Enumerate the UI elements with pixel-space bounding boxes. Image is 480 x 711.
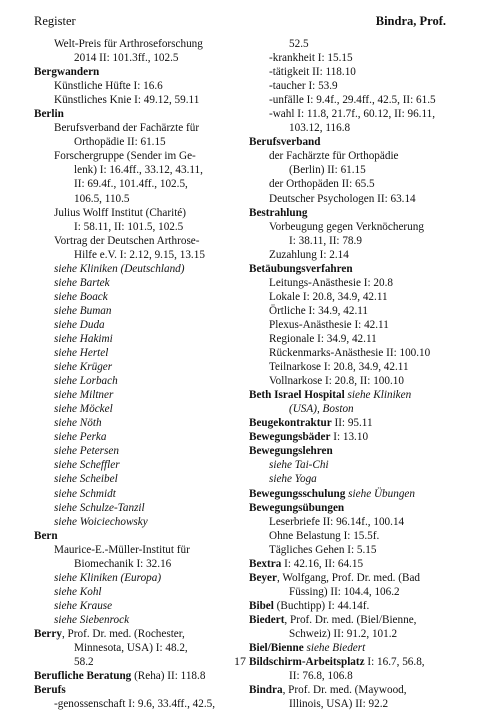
index-entry [34,304,234,318]
index-entry-text: der Fachärzte für Orthopädie [269,150,399,163]
index-entry-heading [249,557,449,571]
index-entry-text: Künstliches Knie I: 49.12, 59.11 [54,94,200,107]
index-entry [34,571,234,585]
index-entry-text: 103.12, 116.8 [289,122,351,135]
index-entry-text: siehe Woiciechowsky [54,515,148,528]
index-entry-text: Bewegungslehren [249,445,333,458]
index-entry [34,192,234,206]
index-entry-text: -krankheit I: 15.15 [269,52,353,65]
index-entry-text: siehe Schmidt [54,487,116,500]
index-entry-text: siehe Bartek [54,276,110,289]
index-entry [34,697,234,711]
index-entry-text: Berufsverband der Fachärzte für [54,122,200,135]
index-entry-heading [34,65,234,79]
index-entry [34,515,234,529]
index-entry [249,585,449,599]
index-entry-text: I: 38.11, II: 78.9 [289,234,362,247]
index-entry-text: Bergwandern [34,66,100,79]
index-entry-heading [249,571,449,585]
index-entry [249,248,449,262]
index-entry-text: Julius Wolff Institut (Charité) [54,206,186,219]
index-entry-text: siehe Yoga [269,473,317,486]
index-entry-text: Biomechanik I: 32.16 [74,557,172,570]
index-entry-heading [34,683,234,697]
index-entry-text: Örtliche I: 34.9, 42.11 [269,304,369,317]
index-entry-text: Maurice-E.-Müller-Institut für [54,543,190,556]
index-entry-text: , Prof. Dr. med. (Rochester, [61,627,185,640]
index-entry-text: siehe Scheibel [54,473,118,486]
index-entry-text: Berufsverband [249,136,321,149]
index-entry-text: Forschergruppe (Sender im Ge- [54,150,196,163]
index-entry-text: Zuzahlung I: 2.14 [269,248,349,261]
index-entry-text: , Prof. Dr. med. (Biel/Bienne, [284,613,417,626]
index-entry-text: Beyer [249,571,277,584]
index-entry [34,93,234,107]
index-entry-text: (Reha) II: 118.8 [131,670,206,683]
index-entry-text: siehe Scheffler [54,459,120,472]
index-entry [34,374,234,388]
index-entry-text: Orthopädie II: 61.15 [74,136,166,149]
index-entry-text: siehe Kliniken (Europa) [54,571,162,584]
index-entry-text: (USA), Boston [289,403,354,416]
index-entry-text: 106.5, 110.5 [74,192,130,205]
index-entry [249,458,449,472]
index-entry [34,444,234,458]
index-entry [249,37,449,51]
index-entry-text: Illinois, USA) II: 92.2 [289,698,389,711]
index-entry-text: I: 58.11, II: 101.5, 102.5 [74,220,184,233]
index-entry-text: Biedert [249,613,285,626]
index-entry [249,192,449,206]
index-entry [34,51,234,65]
index-entry-heading [34,669,234,683]
index-entry-text: siehe Lorbach [54,375,118,388]
index-entry [249,515,449,529]
index-entry-heading [249,487,449,501]
index-entry [249,374,449,388]
index-entry [34,206,234,220]
index-entry-text: Beth Israel Hospital [249,389,345,402]
index-entry-heading [249,416,449,430]
index-entry [249,177,449,191]
index-entry-text: (Buchtipp) I: 44.14f. [273,599,370,612]
index-entry [34,79,234,93]
index-entry [34,121,234,135]
index-entry-text: Leitungs-Anästhesie I: 20.8 [269,276,393,289]
running-header-left: Register [34,14,76,28]
index-entry-text: Biel/Bienne [249,642,304,655]
index-entry [34,402,234,416]
index-entry-text: 2014 II: 101.3ff., 102.5 [74,52,179,65]
index-entry-text: I: 42.16, II: 64.15 [281,557,364,570]
index-column-left [34,37,234,711]
index-entry [34,290,234,304]
index-entry-heading [249,501,449,515]
index-entry [34,177,234,191]
index-entry-text: Plexus-Anästhesie I: 42.11 [269,318,389,331]
index-entry [249,163,449,177]
index-entry-heading [249,135,449,149]
index-entry [249,360,449,374]
index-entry-text: siehe Übungen [345,487,415,500]
index-entry-text: siehe Petersen [54,445,119,458]
index-entry-text: Bindra [249,684,283,697]
index-entry [249,402,449,416]
index-entry-text: Vollnarkose I: 20.8, II: 100.10 [269,375,404,388]
index-entry-text: Bewegungsbäder [249,431,331,444]
index-entry-text: siehe Buman [54,304,112,317]
index-entry-text: I: 13.10 [330,431,369,444]
index-entry-text: Füssing) II: 104.4, 106.2 [289,585,400,598]
index-entry [34,501,234,515]
index-entry [34,262,234,276]
index-entry [34,472,234,486]
index-entry [34,585,234,599]
index-entry [34,487,234,501]
index-entry [34,332,234,346]
index-entry-text: 58.2 [74,656,94,669]
index-entry [249,543,449,557]
index-entry-text: Leserbriefe II: 96.14f., 100.14 [269,515,405,528]
index-entry [249,346,449,360]
index-entry [249,107,449,121]
index-entry-text: Vorbeugung gegen Verknöcherung [269,220,424,233]
index-entry [34,430,234,444]
index-entry [249,79,449,93]
index-entry [34,360,234,374]
index-entry-text: siehe Kohl [54,585,102,598]
index-entry-text: siehe Siebenrock [54,613,130,626]
index-entry-text: siehe Tai-Chi [269,459,329,472]
index-entry-text: siehe Nöth [54,417,102,430]
index-entry-text: Bibel [249,599,274,612]
index-entry-heading [249,430,449,444]
index-entry-text: Schweiz) II: 91.2, 101.2 [289,627,398,640]
index-entry [249,220,449,234]
index-entry-text: II: 69.4f., 101.4ff., 102.5, [74,178,188,191]
index-entry-heading [249,613,449,627]
index-entry-heading [249,444,449,458]
index-entry-text: Berufs [34,684,66,697]
index-entry [34,388,234,402]
index-entry [249,304,449,318]
index-entry-text: Hilfe e.V. I: 2.12, 9.15, 13.15 [74,248,205,261]
index-entry-text: Bewegungsübungen [249,501,345,514]
index-entry-text: Minnesota, USA) I: 48.2, [74,642,188,655]
index-entry-text: -tätigkeit II: 118.10 [269,66,356,79]
page-number: 17 [234,654,246,668]
index-entry-heading [249,206,449,220]
index-entry [34,248,234,262]
index-entry [249,290,449,304]
index-entry [249,93,449,107]
index-entry [34,346,234,360]
index-entry [34,599,234,613]
index-entry [249,51,449,65]
index-entry-text: Lokale I: 20.8, 34.9, 42.11 [269,290,388,303]
index-entry-text: siehe Hakimi [54,332,113,345]
index-entry-text: siehe Möckel [54,403,113,416]
index-entry-text: Bewegungsschulung [249,487,346,500]
index-entry-text: -taucher I: 53.9 [269,80,338,93]
index-entry [34,318,234,332]
index-entry [249,121,449,135]
index-entry [34,543,234,557]
index-entry-heading [34,107,234,121]
index-entry-text: Welt-Preis für Arthroseforschung [54,38,203,50]
index-entry-text: Teilnarkose I: 20.8, 34.9, 42.11 [269,361,409,374]
index-entry-text: -genossenschaft I: 9.6, 33.4ff., 42.5, [54,698,216,711]
index-entry-text: lenk) I: 16.4ff., 33.12, 43.11, [74,164,203,177]
index-entry-text: Künstliche Hüfte I: 16.6 [54,80,163,93]
index-entry-text: Ohne Belastung I: 15.5f. [269,529,380,542]
index-entry [249,472,449,486]
index-entry [34,276,234,290]
index-entry-heading [34,627,234,641]
index-entry-text: , Prof. Dr. med. (Maywood, [282,684,407,697]
index-entry [249,276,449,290]
index-entry [249,697,449,711]
index-entry-text: II: 95.11 [331,417,373,430]
index-entry [34,416,234,430]
index-entry [34,613,234,627]
index-entry-text: (Berlin) II: 61.15 [289,164,366,177]
index-entry [34,458,234,472]
index-entry-text: 52.5 [289,38,309,50]
index-entry-heading [249,599,449,613]
index-entry-text: siehe Krüger [54,361,113,374]
index-entry-text: Bern [34,529,58,542]
index-entry-text: siehe Boack [54,290,108,303]
index-entry [34,234,234,248]
index-entry-heading [34,529,234,543]
index-entry [249,234,449,248]
index-entry-text: siehe Hertel [54,347,109,360]
index-entry [34,641,234,655]
index-entry-heading [249,262,449,276]
index-entry [34,135,234,149]
index-entry [249,669,449,683]
index-entry-text: siehe Kliniken (Deutschland) [54,262,185,275]
index-entry [34,163,234,177]
index-entry [249,529,449,543]
index-entry-text: I: 16.7, 56.8, [364,656,425,669]
index-entry [34,149,234,163]
index-entry [249,627,449,641]
index-entry-heading [249,683,449,697]
index-entry-text: Deutscher Psychologen II: 63.14 [269,192,416,205]
index-entry-text: siehe Perka [54,431,107,444]
index-entry [34,37,234,51]
index-entry-text: Bestrahlung [249,206,308,219]
index-entry-text: -wahl I: 11.8, 21.7f., 60.12, II: 96.11, [269,108,436,121]
index-entry-text: siehe Biedert [303,642,366,655]
index-entry-text: Betäubungsverfahren [249,262,353,275]
index-entry-text: , Wolfgang, Prof. Dr. med. (Bad [276,571,421,584]
index-entry-text: Bextra [249,557,282,570]
index-entry-text: siehe Schulze-Tanzil [54,501,145,514]
index-entry-text: Bildschirm-Arbeitsplatz [249,656,365,669]
index-entry-text: Beugekontraktur [249,417,332,430]
index-entry-text: -unfälle I: 9.4f., 29.4ff., 42.5, II: 61.5 [269,94,436,107]
index-entry-text: der Orthopäden II: 65.5 [269,178,375,191]
index-entry-text: Berlin [34,108,64,121]
index-entry [249,65,449,79]
index-entry-heading [249,641,449,655]
running-header-right: Bindra, Prof. [375,14,446,28]
index-entry [249,332,449,346]
index-entry [249,318,449,332]
index-entry-heading [249,388,449,402]
index-entry-text: Regionale I: 34.9, 42.11 [269,332,377,345]
index-entry [34,557,234,571]
index-entry-text: siehe Krause [54,599,113,612]
index-entry-text: siehe Duda [54,318,105,331]
index-entry-text: Tägliches Gehen I: 5.15 [269,543,377,556]
index-entry-text: siehe Miltner [54,389,114,402]
index-entry-text: siehe Kliniken [344,389,412,402]
index-entry [249,149,449,163]
index-entry-text: Vortrag der Deutschen Arthrose- [54,234,200,247]
index-entry-text: Berufliche Beratung [34,670,132,683]
index-column-right [249,37,449,711]
index-entry-text: Berry [34,627,62,640]
index-entry [34,220,234,234]
index-entry-text: Rückenmarks-Anästhesie II: 100.10 [269,347,431,360]
index-entry-text: II: 76.8, 106.8 [289,670,353,683]
